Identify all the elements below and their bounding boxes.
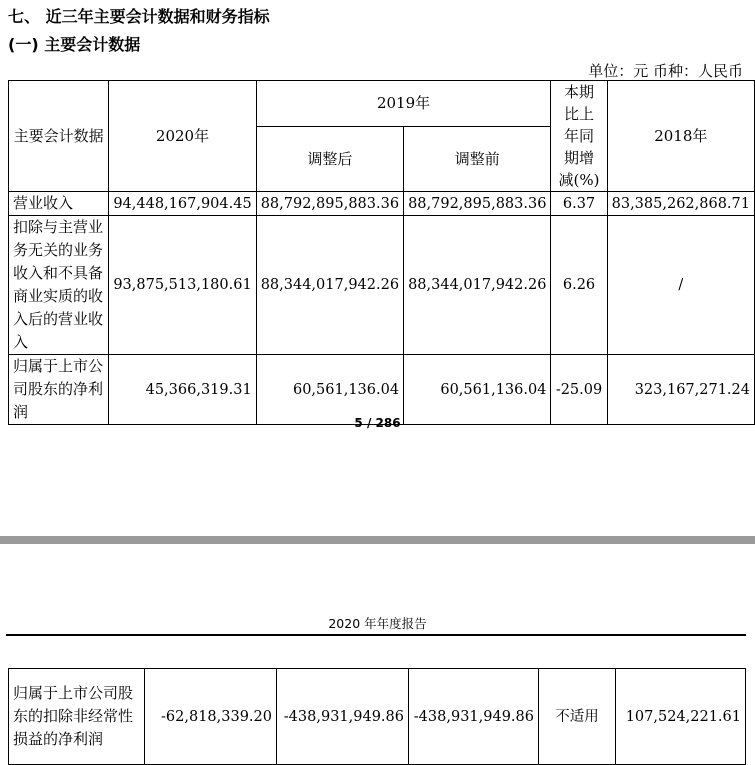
header-2020: 2020年 bbox=[109, 81, 256, 192]
row-change: 不适用 bbox=[539, 669, 616, 765]
row-item: 归属于上市公司股东的净利润 bbox=[9, 355, 109, 425]
header-change-pct: 本期比上年同期增减(%) bbox=[551, 81, 607, 192]
table-row bbox=[9, 216, 755, 355]
row-2018: 323,167,271.24 bbox=[607, 355, 754, 425]
report-title-header: 2020 年年度报告 bbox=[328, 616, 427, 631]
row-change: 6.37 bbox=[551, 192, 607, 216]
section-subtitle: (一) 主要会计数据 bbox=[8, 35, 141, 54]
row-item: 营业收入 bbox=[9, 192, 109, 216]
header-2019-adjusted: 调整后 bbox=[256, 126, 403, 191]
row-item: 归属于上市公司股东的扣除非经常性损益的净利润 bbox=[9, 669, 145, 765]
page-break-divider bbox=[0, 536, 755, 544]
row-2019-before: 88,344,017,942.26 bbox=[404, 216, 551, 355]
row-2019-before: 60,561,136.04 bbox=[404, 355, 551, 425]
row-2019-before: -438,931,949.86 bbox=[409, 669, 539, 765]
row-2019-adjusted: 60,561,136.04 bbox=[256, 355, 403, 425]
unit-currency-label: 单位：元 币种：人民币 bbox=[588, 62, 743, 80]
page-number: 5 / 286 bbox=[354, 416, 401, 430]
section-title: 七、 近三年主要会计数据和财务指标 bbox=[8, 7, 270, 26]
header-item: 主要会计数据 bbox=[9, 81, 109, 192]
header-2018: 2018年 bbox=[607, 81, 754, 192]
row-2019-adjusted: 88,344,017,942.26 bbox=[256, 216, 403, 355]
row-2019-before: 88,792,895,883.36 bbox=[404, 192, 551, 216]
row-item: 扣除与主营业务无关的业务收入和不具备商业实质的收入后的营业收入 bbox=[9, 216, 109, 355]
header-rule bbox=[6, 634, 746, 636]
row-2018: 107,524,221.61 bbox=[616, 669, 746, 765]
table-row bbox=[9, 669, 746, 765]
row-2020: -62,818,339.20 bbox=[145, 669, 277, 765]
row-2019-adjusted: 88,792,895,883.36 bbox=[256, 192, 403, 216]
row-2019-adjusted: -438,931,949.86 bbox=[277, 669, 409, 765]
table-row bbox=[9, 192, 755, 216]
header-2019-before: 调整前 bbox=[404, 126, 551, 191]
accounting-data-table bbox=[8, 80, 755, 425]
row-2020: 93,875,513,180.61 bbox=[109, 216, 256, 355]
row-2018: 83,385,262,868.71 bbox=[607, 192, 754, 216]
row-change: -25.09 bbox=[551, 355, 607, 425]
table-row bbox=[9, 355, 755, 425]
row-2020: 94,448,167,904.45 bbox=[109, 192, 256, 216]
header-2019: 2019年 bbox=[256, 81, 551, 127]
row-change: 6.26 bbox=[551, 216, 607, 355]
accounting-data-table-continued bbox=[8, 668, 746, 765]
row-2018: / bbox=[607, 216, 754, 355]
row-2020: 45,366,319.31 bbox=[109, 355, 256, 425]
